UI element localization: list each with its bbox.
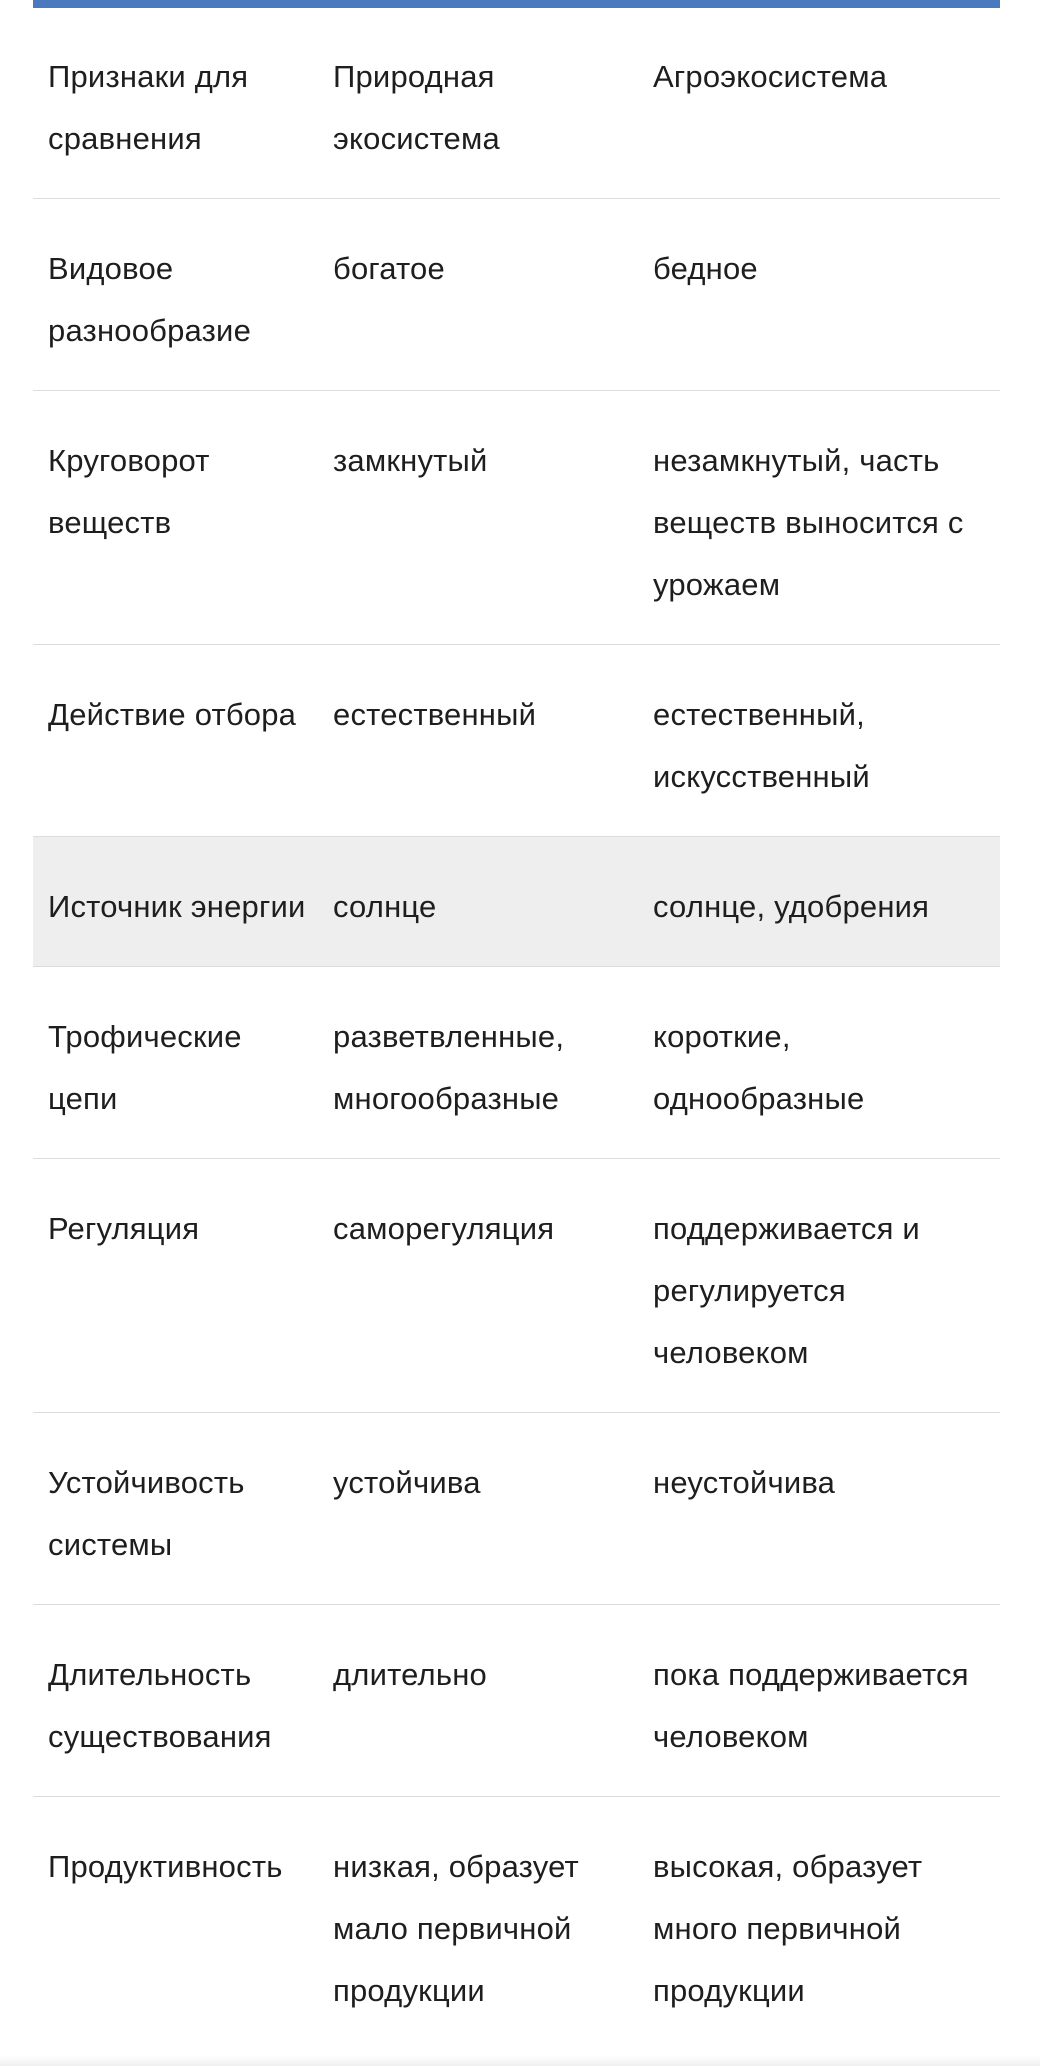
cell-natural: замкнутый [333,443,488,478]
table-row [33,645,1000,837]
cell-feature: Устойчивость системы [48,1465,245,1562]
page-bottom-edge [0,2056,1040,2066]
table-row-highlighted [33,837,1000,967]
cell-feature: Круговорот веществ [48,443,210,540]
cell-natural: длительно [333,1657,487,1692]
comparison-table-container [33,0,1000,2050]
table-row [33,1605,1000,1797]
comparison-table [33,8,1000,2050]
cell-feature: Длительность существования [48,1657,272,1754]
cell-natural: разветвленные, многообразные [333,1019,565,1116]
cell-agro: бедное [653,251,758,286]
table-row [33,1797,1000,2051]
cell-agro: незамкнутый, часть веществ выносится с урожаем [653,443,964,602]
cell-agro: естественный, искусственный [653,697,870,794]
header-feature: Признаки для сравнения [48,59,249,156]
cell-agro: поддерживается и регулируется человеком [653,1211,920,1370]
cell-natural: естественный [333,697,537,732]
cell-agro: пока поддерживается человеком [653,1657,969,1754]
table-row [33,967,1000,1159]
cell-feature: Действие отбора [48,697,297,732]
table-row [33,391,1000,645]
table-row [33,1413,1000,1605]
table-header-row [33,8,1000,199]
cell-agro: солнце, удобрения [638,837,1000,967]
cell-feature: Видовое разнообразие [48,251,252,348]
cell-natural: низкая, образует мало первичной продукции [333,1849,579,2008]
header-natural-ecosystem: Природная экосистема [333,59,500,156]
cell-feature: Продуктивность [48,1849,283,1884]
table-top-accent-bar [33,0,1000,8]
cell-natural: богатое [333,251,445,286]
cell-natural: устойчива [333,1465,481,1500]
cell-agro: высокая, образует много первичной продукции [653,1849,923,2008]
cell-natural: саморегуляция [333,1211,555,1246]
cell-feature: Источник энергии [33,837,318,967]
cell-feature: Трофические цепи [48,1019,242,1116]
cell-natural: солнце [318,837,638,967]
header-agroecosystem: Агроэкосистема [653,59,888,94]
cell-feature: Регуляция [48,1211,200,1246]
cell-agro: короткие, однообразные [653,1019,865,1116]
table-row [33,1159,1000,1413]
cell-agro: неустойчива [653,1465,836,1500]
table-row [33,199,1000,391]
